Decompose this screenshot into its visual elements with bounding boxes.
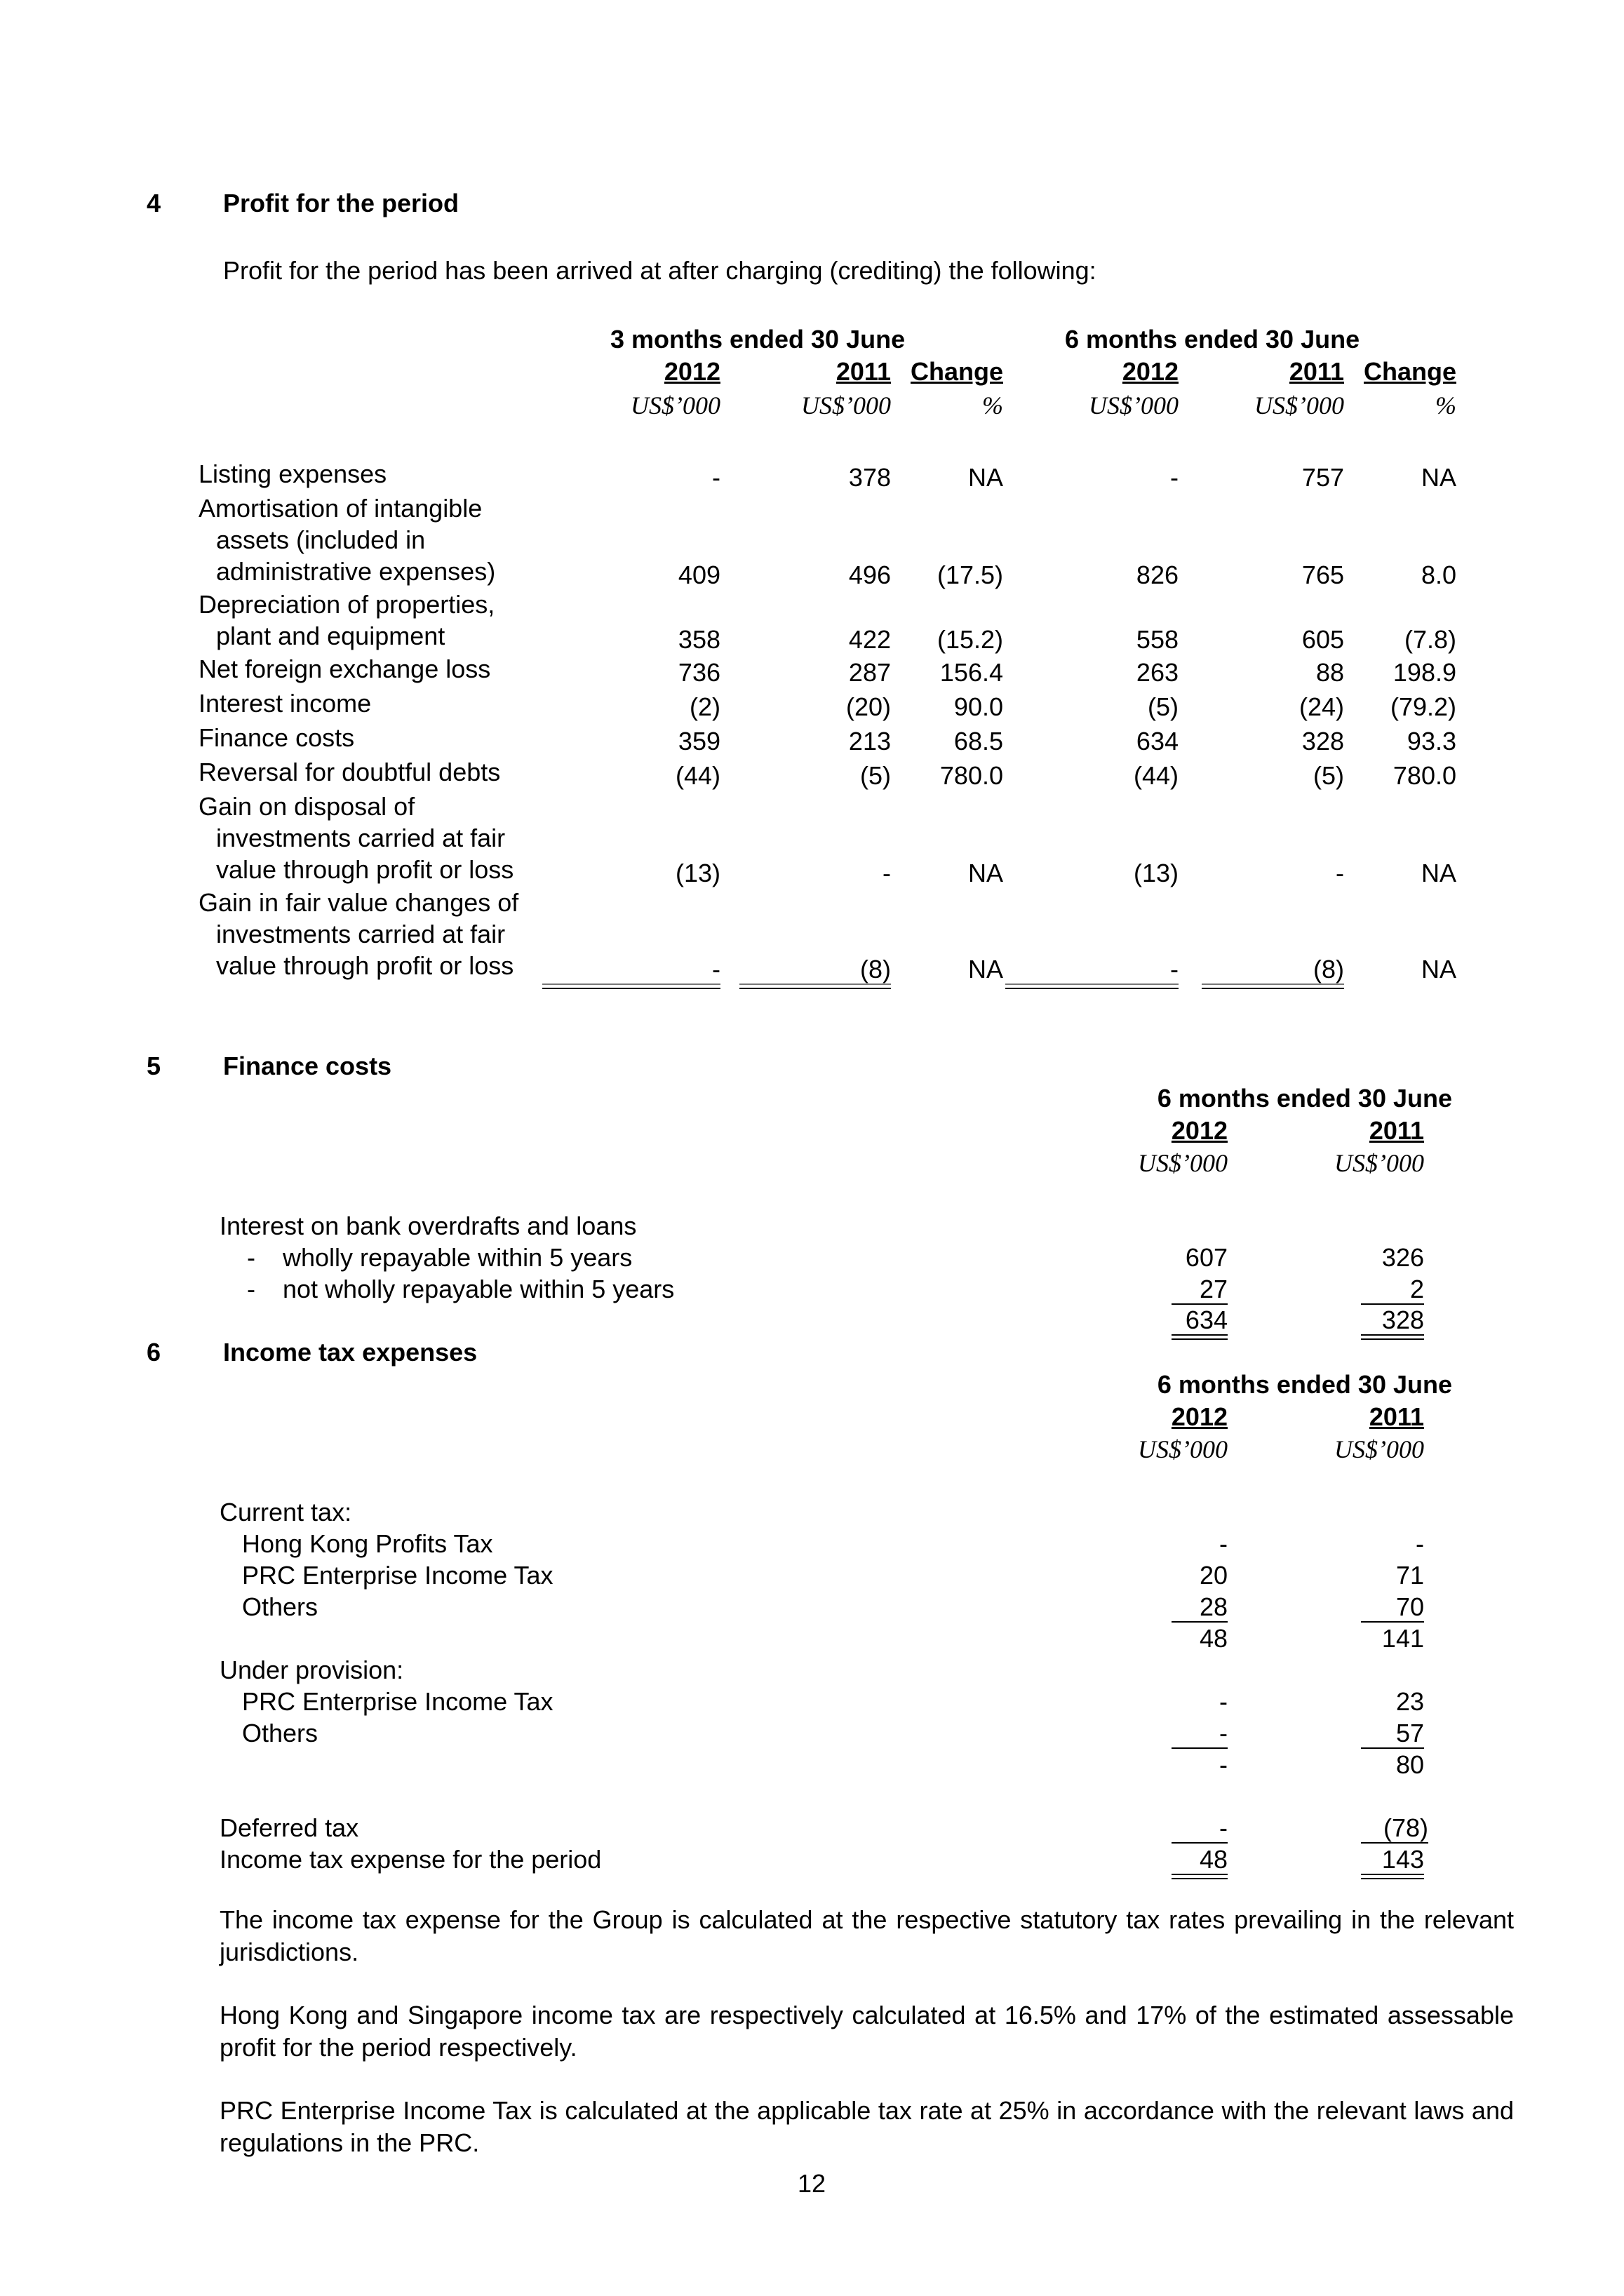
s5-dash-2: -: [247, 1275, 255, 1303]
s5-row-2-label: not wholly repayable within 5 years: [283, 1275, 675, 1303]
s4-row-value: 93.3: [1407, 727, 1456, 756]
s4-row-value: 496: [848, 560, 891, 589]
s4-row-value: (20): [845, 692, 891, 721]
s4-row-label: Gain on disposal of: [199, 792, 415, 821]
s4-row-label: Gain in fair value changes of: [199, 888, 519, 917]
section-4-title: Profit for the period: [223, 189, 459, 217]
s4-row-label: Amortisation of intangible: [199, 494, 483, 523]
s4-col-header: 2012: [664, 357, 720, 386]
s4-row-value: NA: [1421, 955, 1456, 983]
s6-col-2011: 2011: [1369, 1402, 1424, 1431]
s4-row-value: 328: [1301, 727, 1344, 756]
s5-unit-2012: US$’000: [1138, 1149, 1228, 1177]
s6-current-row-1-2011: -: [1416, 1529, 1424, 1558]
s4-col-header: 2012: [1122, 357, 1179, 386]
s4-total-rule: [1202, 983, 1344, 985]
s6-total-2012: 48: [1199, 1845, 1228, 1874]
s4-row-value: -: [712, 955, 720, 983]
s4-row-value: (8): [860, 955, 891, 983]
s4-row-value: -: [883, 859, 891, 887]
s6-current-row-3-label: Others: [242, 1592, 318, 1621]
s5-group-heading: 6 months ended 30 June: [1157, 1084, 1452, 1113]
section-6-title: Income tax expenses: [223, 1338, 478, 1367]
s4-row-label: administrative expenses): [216, 557, 496, 586]
s4-row-value: 358: [678, 625, 720, 654]
s4-row-label: Depreciation of properties,: [199, 590, 495, 619]
s5-row-1-label: wholly repayable within 5 years: [283, 1243, 633, 1272]
s5-rule-2011: [1361, 1303, 1424, 1305]
s4-row-value: NA: [967, 463, 1003, 492]
s6-deferred-2011: (78): [1383, 1813, 1428, 1842]
s6-total-rule-2012: [1172, 1874, 1228, 1875]
s5-row-1-2012: 607: [1185, 1243, 1228, 1272]
s4-row-value: NA: [967, 955, 1003, 983]
s4-col-header: Change: [1363, 357, 1456, 386]
s4-col-unit: US$’000: [801, 391, 891, 419]
s4-row-value: 287: [848, 658, 891, 687]
s4-total-rule: [1005, 983, 1179, 985]
s6-under-row-2-2012: -: [1219, 1719, 1228, 1747]
s4-row-value: (17.5): [937, 560, 1003, 589]
s4-row-value: 8.0: [1421, 560, 1456, 589]
s4-row-value: 826: [1136, 560, 1179, 589]
s4-row-value: 68.5: [953, 727, 1003, 756]
section-4-number: 4: [147, 189, 161, 217]
s4-row-value: -: [1170, 463, 1179, 492]
s4-row-value: -: [1336, 859, 1344, 887]
s5-dash-1: -: [247, 1243, 255, 1272]
s6-unit-2012: US$’000: [1138, 1435, 1228, 1463]
s4-row-value: 558: [1136, 625, 1179, 654]
s6-current-rule-2012: [1172, 1621, 1228, 1623]
s4-row-value: 422: [848, 625, 891, 654]
s6-under-subtotal-2012: -: [1219, 1750, 1228, 1779]
s4-row-label: value through profit or loss: [216, 951, 514, 980]
s6-under-row-1-2011: 23: [1395, 1687, 1424, 1716]
s4-row-label: plant and equipment: [216, 622, 445, 650]
s4-row-value: 605: [1301, 625, 1344, 654]
s6-under-rule-2011: [1361, 1747, 1424, 1749]
s5-total-2011: 328: [1381, 1305, 1424, 1334]
s4-row-value: 780.0: [1393, 761, 1456, 790]
s4-row-value: -: [1170, 955, 1179, 983]
s4-row-value: (79.2): [1390, 692, 1456, 721]
s5-total-2012: 634: [1185, 1305, 1228, 1334]
s6-current-subtotal-2011: 141: [1381, 1624, 1424, 1653]
s4-row-value: 409: [678, 560, 720, 589]
s4-row-label: investments carried at fair: [216, 920, 506, 948]
s6-group-heading: 6 months ended 30 June: [1157, 1370, 1452, 1399]
s4-row-value: (13): [1133, 859, 1179, 887]
s4-row-value: 634: [1136, 727, 1179, 756]
s4-group1-heading: 3 months ended 30 June: [610, 325, 906, 354]
s6-under-rule-2012: [1172, 1747, 1228, 1749]
s4-row-value: (15.2): [937, 625, 1003, 654]
s4-row-value: 736: [678, 658, 720, 687]
s4-row-label: Finance costs: [199, 723, 355, 752]
s4-row-value: 780.0: [939, 761, 1003, 790]
s6-paragraph-1: The income tax expense for the Group is calculated at the respective statutory tax rates prevailing in the relevant jurisdictions.: [220, 1905, 1514, 1966]
s6-under-row-1-2012: -: [1219, 1687, 1228, 1716]
s4-row-value: 198.9: [1393, 658, 1456, 687]
s4-row-value: (7.8): [1404, 625, 1456, 654]
s5-row-2-2012: 27: [1199, 1275, 1228, 1303]
s4-row-value: (44): [1133, 761, 1179, 790]
s5-row-1-2011: 326: [1381, 1243, 1424, 1272]
s5-total-rule-2011: [1361, 1334, 1424, 1336]
s4-row-label: Listing expenses: [199, 459, 387, 488]
s4-col-unit: %: [1435, 391, 1456, 419]
s6-under-row-2-2011: 57: [1395, 1719, 1424, 1747]
s4-row-value: 90.0: [953, 692, 1003, 721]
s6-under-row-2-label: Others: [242, 1719, 318, 1747]
s5-col-2011: 2011: [1369, 1116, 1424, 1145]
s6-current-rule-2011: [1361, 1621, 1424, 1623]
s4-row-value: (2): [690, 692, 720, 721]
s4-row-value: 359: [678, 727, 720, 756]
s6-under-subtotal-2011: 80: [1395, 1750, 1424, 1779]
s4-row-value: NA: [967, 859, 1003, 887]
s6-current-label: Current tax:: [220, 1498, 352, 1526]
s4-row-value: (5): [1313, 761, 1344, 790]
s6-deferred-rule-2011: [1361, 1842, 1428, 1844]
s4-col-header: 2011: [1289, 357, 1344, 386]
s5-unit-2011: US$’000: [1334, 1149, 1424, 1177]
s6-under-row-1-label: PRC Enterprise Income Tax: [242, 1687, 553, 1716]
s4-row-value: NA: [1421, 463, 1456, 492]
s4-row-value: 88: [1315, 658, 1344, 687]
section-6-number: 6: [147, 1338, 161, 1367]
s4-row-label: Interest income: [199, 689, 372, 718]
s4-row-value: NA: [1421, 859, 1456, 887]
s4-total-rule: [542, 983, 720, 985]
s4-row-value: (24): [1298, 692, 1344, 721]
s6-deferred-2012: -: [1219, 1813, 1228, 1842]
s6-current-row-1-label: Hong Kong Profits Tax: [242, 1529, 493, 1558]
s6-total-label: Income tax expense for the period: [220, 1845, 602, 1874]
s6-total-rule-2011: [1361, 1874, 1424, 1875]
s4-row-value: 156.4: [939, 658, 1003, 687]
s5-total-rule-2012: [1172, 1334, 1228, 1336]
s6-paragraph-2: Hong Kong and Singapore income tax are respectively calculated at 16.5% and 17% of the estimated assessable profit for the period respectively.: [220, 2001, 1514, 2062]
s6-current-row-3-2011: 70: [1395, 1592, 1424, 1621]
s4-row-value: -: [712, 463, 720, 492]
s4-row-value: 765: [1301, 560, 1344, 589]
s4-row-value: 757: [1301, 463, 1344, 492]
s4-row-value: (5): [1148, 692, 1179, 721]
s4-row-label: Net foreign exchange loss: [199, 654, 491, 683]
s5-heading: Interest on bank overdrafts and loans: [220, 1211, 637, 1240]
s6-deferred-rule-2012: [1172, 1842, 1228, 1844]
s4-col-unit: US$’000: [631, 391, 720, 419]
s6-unit-2011: US$’000: [1334, 1435, 1424, 1463]
section-5-number: 5: [147, 1052, 161, 1080]
s4-col-header: Change: [910, 357, 1003, 386]
s6-paragraph-3: PRC Enterprise Income Tax is calculated at the applicable tax rate at 25% in accordance with the relevant laws and regulations in the PRC.: [220, 2096, 1514, 2157]
s4-row-label: assets (included in: [216, 525, 426, 554]
section-4-intro: Profit for the period has been arrived at after charging (crediting) the following:: [223, 256, 1096, 285]
s5-rule-2012: [1172, 1303, 1228, 1305]
s4-row-value: 263: [1136, 658, 1179, 687]
s4-col-header: 2011: [836, 357, 891, 386]
s4-col-unit: US$’000: [1089, 391, 1179, 419]
page-number: 12: [797, 2169, 826, 2198]
s4-total-rule: [739, 983, 891, 985]
s4-row-value: (44): [675, 761, 720, 790]
s6-col-2012: 2012: [1171, 1402, 1228, 1431]
s5-row-2-2011: 2: [1409, 1275, 1424, 1303]
s6-current-row-2-2012: 20: [1199, 1561, 1228, 1590]
s6-current-row-2-label: PRC Enterprise Income Tax: [242, 1561, 553, 1590]
s6-current-row-3-2012: 28: [1199, 1592, 1228, 1621]
s4-row-label: value through profit or loss: [216, 855, 514, 884]
s4-row-label: investments carried at fair: [216, 824, 506, 852]
s6-total-2011: 143: [1381, 1845, 1424, 1874]
s5-col-2012: 2012: [1171, 1116, 1228, 1145]
s6-deferred-label: Deferred tax: [220, 1813, 359, 1842]
s6-current-row-1-2012: -: [1219, 1529, 1228, 1558]
s6-under-label: Under provision:: [220, 1656, 404, 1684]
s6-current-subtotal-2012: 48: [1199, 1624, 1228, 1653]
s4-col-unit: %: [982, 391, 1003, 419]
s6-current-row-2-2011: 71: [1395, 1561, 1424, 1590]
section-5-title: Finance costs: [223, 1052, 392, 1080]
s4-group2-heading: 6 months ended 30 June: [1065, 325, 1360, 354]
s4-col-unit: US$’000: [1254, 391, 1344, 419]
s4-row-label: Reversal for doubtful debts: [199, 758, 501, 786]
s4-row-value: 378: [848, 463, 891, 492]
s4-row-value: (8): [1313, 955, 1344, 983]
s4-row-value: (13): [675, 859, 720, 887]
s4-row-value: (5): [860, 761, 891, 790]
s4-row-value: 213: [848, 727, 891, 756]
